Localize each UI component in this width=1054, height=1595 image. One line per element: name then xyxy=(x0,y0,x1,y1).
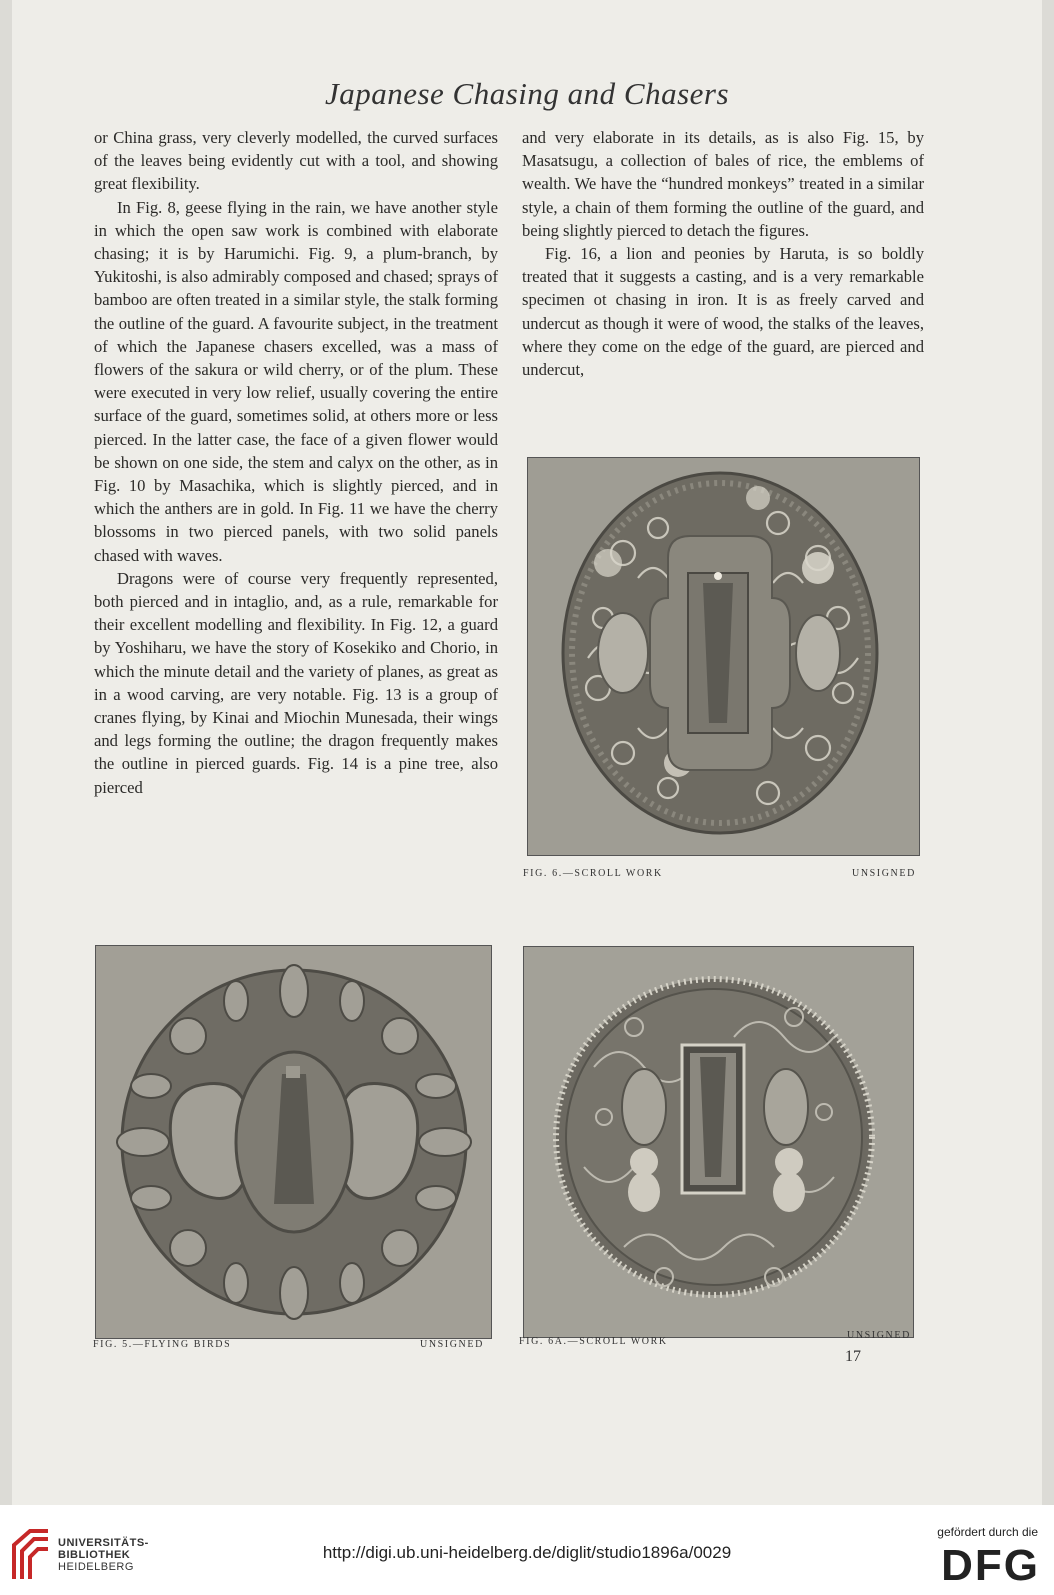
paragraph: or China grass, very cleverly modelled, the curved surfaces of the leaves being evidently cut with a tool, and showing great flexibility. xyxy=(94,128,498,194)
figure-6a-image xyxy=(523,946,914,1338)
page-number: 17 xyxy=(845,1348,861,1365)
digitization-footer xyxy=(0,1505,1054,1595)
figure-5-image xyxy=(95,945,492,1339)
paragraph: and very elaborate in its details, as is also Fig. 15, by Masatsugu, a collection of bales of rice, the emblems of wealth. We have the “hundred monkeys” treated in a similar style, a chain of them forming the outline of the guard, and being slightly pierced to detach the figures. xyxy=(522,128,924,240)
funded-by-label: gefördert durch die xyxy=(937,1525,1038,1539)
paragraph: Dragons were of course very frequently represented, both pierced and in intaglio, and, as a rule, remarkable for their excellent modelling and flexibility. In Fig. 12, a guard by Yoshiharu, we have the story of Kosekiko and Chorio, in which the minute detail and the variety of planes, as great as in a wood carving, are very notable. Fig. 13 is a group of cranes flying, by Kinai and Miochin Munesada, their wings and legs forming the outline; the dragon frequently makes the outline in pierced guards. Fig. 14 is a pine tree, also pierced xyxy=(94,568,498,797)
page-title: Japanese Chasing and Chasers xyxy=(324,76,730,111)
figure-5-caption: FIG. 5.—FLYING BIRDS xyxy=(93,1339,232,1350)
figure-6-caption: FIG. 6.—SCROLL WORK xyxy=(523,868,663,879)
paragraph: In Fig. 8, geese flying in the rain, we have another style in which the open saw work is combined with elaborate chasing; it is by Harumichi. Fig. 9, a plum-branch, by Yukitoshi, is also admirably composed and chased; sprays of bamboo are often treated in a similar style, the stalk forming the outline of the guard. A favourite subject, in the treatment of which the Japanese chasers excelled, was a mass of flowers of the sakura or wild cherry, or of the plum. These were executed in very low relief, usually covering the entire surface of the guard, sometimes solid, at others more or less pierced. In the latter case, the face of a given flower would be shown on one side, the stem and calyx on the other, as in Fig. 10 by Masachika, which is slightly pierced, and in which the anthers are in gold. In Fig. 11 we have the cherry blossoms in two pierced panels, with two solid panels chased with waves. xyxy=(94,197,498,565)
left-text-column xyxy=(94,126,498,799)
figure-6a-attribution: UNSIGNED xyxy=(847,1330,911,1341)
figure-6a-caption: FIG. 6A.—SCROLL WORK xyxy=(519,1336,668,1347)
figure-6-attribution: UNSIGNED xyxy=(852,868,916,879)
figure-6-image xyxy=(527,457,920,856)
right-text-column xyxy=(522,126,924,381)
paragraph: Fig. 16, a lion and peonies by Haruta, is so boldly treated that it suggests a casting, and is a very remarkable specimen ot chasing in iron. It is as freely carved and undercut as though it were of wood, the stalks of the leaves, where they come on the edge of the guard, are pierced and undercut, xyxy=(522,244,924,380)
sword-guard-scroll-illustration xyxy=(528,458,919,855)
sword-guard-birds-illustration xyxy=(96,946,491,1338)
figure-5-attribution: UNSIGNED xyxy=(420,1339,484,1350)
dfg-logo: DFG xyxy=(941,1541,1040,1590)
source-url-link[interactable]: http://digi.ub.uni-heidelberg.de/diglit/studio1896a/0029 xyxy=(322,1543,732,1562)
library-name: UNIVERSITÄTS- BIBLIOTHEK HEIDELBERG xyxy=(58,1537,149,1573)
sword-guard-figures-illustration xyxy=(524,947,913,1337)
